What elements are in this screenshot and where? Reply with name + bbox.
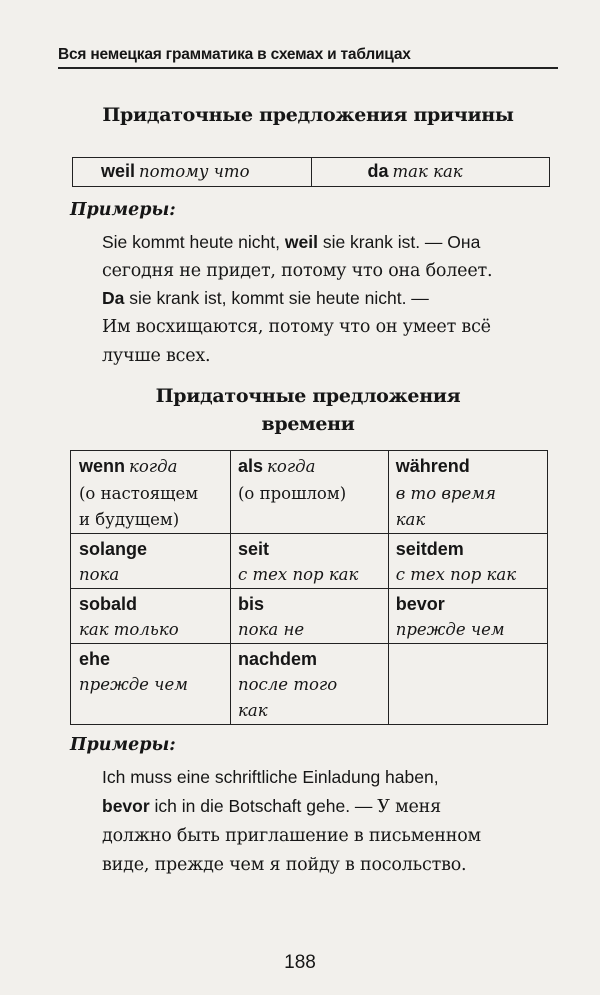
conjunction-word: da: [367, 161, 389, 181]
conjunction-word: ehe: [79, 649, 111, 669]
conjunction-word: nachdem: [238, 649, 318, 669]
usage-note: (о настоящем: [79, 484, 199, 503]
conjunction-translation: пока не: [238, 620, 305, 639]
conjunction-word: wenn: [79, 456, 126, 476]
russian-translation: виде, прежде чем я пойду в посольство.: [102, 855, 467, 875]
conjunction-highlight: bevor: [102, 796, 150, 816]
conjunction-cell: [231, 644, 389, 725]
conjunction-cell-da: [311, 158, 550, 187]
conjunction-highlight: weil: [284, 232, 318, 252]
examples-label: Примеры:: [70, 200, 176, 220]
conjunction-cell: [231, 589, 389, 644]
conjunction-word: seit: [238, 539, 270, 559]
section-heading-cause: Придаточные предложения причины: [102, 104, 514, 126]
conjunction-cell: [71, 451, 231, 534]
header-divider: [58, 67, 558, 69]
example-paragraph: [102, 228, 550, 286]
cause-conjunctions-table: [72, 157, 550, 187]
conjunction-word: während: [395, 456, 470, 476]
russian-translation: Им восхищаются, потому что он умеет всё: [102, 317, 491, 337]
conjunction-translation: как только: [79, 620, 179, 639]
conjunction-translation: с тех пор как: [395, 565, 517, 584]
conjunction-cell: [388, 534, 547, 589]
conjunction-translation: с тех пор как: [238, 565, 359, 584]
conjunction-translation: в то время: [395, 484, 496, 503]
conjunction-word: bis: [238, 594, 265, 614]
conjunction-cell: [71, 534, 231, 589]
conjunction-cell: [231, 451, 389, 534]
german-text: Ich muss eine schriftliche Einladung haben,: [102, 767, 439, 787]
german-text: ich in die Botschaft gehe. —: [149, 796, 378, 816]
running-header: Вся немецкая грамматика в схемах и таблицах: [58, 46, 411, 63]
conjunction-translation: прежде чем: [79, 675, 188, 694]
conjunction-word: bevor: [395, 594, 445, 614]
conjunction-translation: прежде чем: [395, 620, 505, 639]
example-paragraph: [102, 763, 550, 880]
section-heading-time-line2: времени: [261, 413, 355, 435]
example-paragraph: [102, 284, 550, 371]
conjunction-highlight: Da: [102, 288, 125, 308]
section-heading-time: Придаточные предложения: [155, 385, 461, 407]
page-number: 188: [284, 952, 316, 973]
conjunction-translation: пока: [79, 565, 120, 584]
conjunction-word: seitdem: [395, 539, 464, 559]
usage-note: (о прошлом): [238, 484, 347, 503]
conjunction-cell: [71, 589, 231, 644]
russian-translation: У меня: [377, 797, 441, 817]
usage-note: и будущем): [79, 510, 180, 529]
russian-translation: должно быть приглашение в письменном: [102, 826, 481, 846]
russian-translation: лучше всех.: [102, 346, 211, 366]
conjunction-cell: [388, 451, 547, 534]
conjunction-cell-weil: [73, 158, 312, 187]
conjunction-word: weil: [101, 161, 136, 181]
conjunction-cell: [71, 644, 231, 725]
conjunction-translation: когда: [267, 457, 316, 476]
conjunction-cell: [388, 589, 547, 644]
conjunction-word: sobald: [79, 594, 138, 614]
examples-label: Примеры:: [70, 735, 176, 755]
german-text: sie krank ist, kommt sie heute nicht. —: [124, 288, 429, 308]
german-text: sie krank ist. — Она: [317, 232, 481, 252]
conjunction-translation: после того: [238, 675, 338, 694]
conjunction-cell: [231, 534, 389, 589]
conjunction-translation: потому что: [139, 162, 250, 181]
empty-cell: [388, 644, 547, 725]
time-conjunctions-table: [70, 450, 548, 725]
conjunction-word: solange: [79, 539, 148, 559]
russian-translation: сегодня не придет, потому что она болеет.: [102, 261, 493, 281]
german-text: Sie kommt heute nicht,: [102, 232, 285, 252]
conjunction-translation: так как: [392, 162, 463, 181]
conjunction-translation: как: [395, 510, 426, 529]
conjunction-word: als: [238, 456, 264, 476]
conjunction-translation: когда: [129, 457, 178, 476]
conjunction-translation: как: [238, 701, 268, 720]
